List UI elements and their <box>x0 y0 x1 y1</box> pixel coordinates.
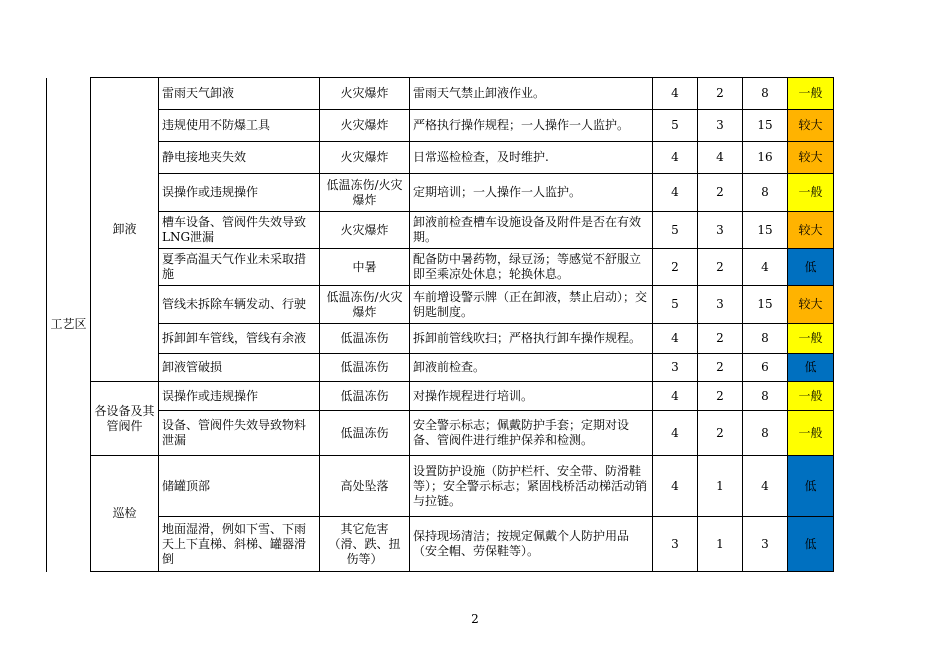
likelihood-cell: 4 <box>653 382 698 411</box>
likelihood-cell: 5 <box>653 212 698 249</box>
severity-cell: 1 <box>698 456 743 517</box>
measure-cell: 安全警示标志；佩戴防护手套；定期对设备、管阀件进行维护保养和检测。 <box>410 411 653 456</box>
risk-value-cell: 15 <box>743 286 788 324</box>
likelihood-cell: 4 <box>653 174 698 212</box>
risk-item-cell: 卸液管破损 <box>159 354 320 382</box>
risk-level-cell: 较大 <box>788 212 834 249</box>
measure-cell: 拆卸前管线吹扫；严格执行卸车操作规程。 <box>410 324 653 354</box>
risk-value-cell: 4 <box>743 456 788 517</box>
risk-item-cell: 误操作或违规操作 <box>159 174 320 212</box>
risk-value-cell: 4 <box>743 249 788 286</box>
risk-item-cell: 误操作或违规操作 <box>159 382 320 411</box>
risk-item-cell: 雷雨天气卸液 <box>159 78 320 110</box>
risk-level-cell: 一般 <box>788 324 834 354</box>
severity-cell: 2 <box>698 382 743 411</box>
hazard-cell: 其它危害（滑、跌、扭伤等） <box>320 517 410 572</box>
risk-item-cell: 槽车设备、管阀件失效导致LNG泄漏 <box>159 212 320 249</box>
risk-level-cell: 低 <box>788 249 834 286</box>
likelihood-cell: 3 <box>653 354 698 382</box>
likelihood-cell: 4 <box>653 456 698 517</box>
risk-item-cell: 违规使用不防爆工具 <box>159 110 320 142</box>
hazard-cell: 低温冻伤 <box>320 382 410 411</box>
risk-value-cell: 8 <box>743 78 788 110</box>
risk-level-cell: 一般 <box>788 411 834 456</box>
risk-value-cell: 16 <box>743 142 788 174</box>
risk-value-cell: 15 <box>743 212 788 249</box>
risk-level-cell: 低 <box>788 354 834 382</box>
section-cell: 各设备及其管阀件 <box>91 382 159 456</box>
risk-value-cell: 15 <box>743 110 788 142</box>
risk-value-cell: 3 <box>743 517 788 572</box>
risk-item-cell: 设备、管阀件失效导致物料泄漏 <box>159 411 320 456</box>
hazard-cell: 低温冻伤/火灾爆炸 <box>320 174 410 212</box>
area-cell: 工艺区 <box>47 78 91 572</box>
page-number: 2 <box>471 612 479 626</box>
risk-level-cell: 较大 <box>788 110 834 142</box>
risk-table <box>46 77 834 572</box>
risk-value-cell: 8 <box>743 411 788 456</box>
hazard-cell: 火灾爆炸 <box>320 212 410 249</box>
measure-cell: 车前增设警示牌（正在卸液，禁止启动）；交钥匙制度。 <box>410 286 653 324</box>
hazard-cell: 低温冻伤/火灾爆炸 <box>320 286 410 324</box>
risk-item-cell: 地面湿滑，例如下雪、下雨天上下直梯、斜梯、罐器滑倒 <box>159 517 320 572</box>
hazard-cell: 低温冻伤 <box>320 411 410 456</box>
severity-cell: 3 <box>698 110 743 142</box>
table-row <box>47 212 834 249</box>
measure-cell: 保持现场清洁；按规定佩戴个人防护用品（安全帽、劳保鞋等）。 <box>410 517 653 572</box>
table-row <box>47 517 834 572</box>
severity-cell: 4 <box>698 142 743 174</box>
risk-value-cell: 8 <box>743 382 788 411</box>
risk-item-cell: 静电接地夹失效 <box>159 142 320 174</box>
table-row <box>47 249 834 286</box>
likelihood-cell: 2 <box>653 249 698 286</box>
measure-cell: 定期培训；一人操作一人监护。 <box>410 174 653 212</box>
table-row <box>47 411 834 456</box>
measure-cell: 对操作规程进行培训。 <box>410 382 653 411</box>
likelihood-cell: 3 <box>653 517 698 572</box>
table-row <box>47 382 834 411</box>
risk-level-cell: 一般 <box>788 78 834 110</box>
severity-cell: 2 <box>698 249 743 286</box>
risk-value-cell: 8 <box>743 324 788 354</box>
hazard-cell: 火灾爆炸 <box>320 142 410 174</box>
severity-cell: 2 <box>698 78 743 110</box>
table-row <box>47 456 834 517</box>
hazard-cell: 火灾爆炸 <box>320 78 410 110</box>
measure-cell: 日常巡检检查，及时维护. <box>410 142 653 174</box>
hazard-cell: 高处坠落 <box>320 456 410 517</box>
risk-item-cell: 拆卸卸车管线，管线有余液 <box>159 324 320 354</box>
measure-cell: 卸液前检查槽车设施设备及附件是否在有效期。 <box>410 212 653 249</box>
table-row <box>47 174 834 212</box>
hazard-cell: 中暑 <box>320 249 410 286</box>
table-row <box>47 78 834 110</box>
severity-cell: 3 <box>698 286 743 324</box>
risk-level-cell: 一般 <box>788 174 834 212</box>
risk-item-cell: 储罐顶部 <box>159 456 320 517</box>
measure-cell: 雷雨天气禁止卸液作业。 <box>410 78 653 110</box>
risk-level-cell: 较大 <box>788 286 834 324</box>
risk-item-cell: 夏季高温天气作业未采取措施 <box>159 249 320 286</box>
likelihood-cell: 4 <box>653 78 698 110</box>
hazard-cell: 低温冻伤 <box>320 354 410 382</box>
measure-cell: 卸液前检查。 <box>410 354 653 382</box>
severity-cell: 2 <box>698 324 743 354</box>
risk-level-cell: 低 <box>788 456 834 517</box>
hazard-cell: 火灾爆炸 <box>320 110 410 142</box>
section-cell: 巡检 <box>91 456 159 572</box>
severity-cell: 2 <box>698 174 743 212</box>
table-row <box>47 354 834 382</box>
severity-cell: 2 <box>698 354 743 382</box>
likelihood-cell: 5 <box>653 286 698 324</box>
likelihood-cell: 4 <box>653 324 698 354</box>
risk-value-cell: 8 <box>743 174 788 212</box>
hazard-cell: 低温冻伤 <box>320 324 410 354</box>
table-row <box>47 142 834 174</box>
section-cell: 卸液 <box>91 78 159 382</box>
measure-cell: 严格执行操作规程；一人操作一人监护。 <box>410 110 653 142</box>
table-row <box>47 110 834 142</box>
measure-cell: 配备防中暑药物，绿豆汤；等感觉不舒服立即至乘凉处休息；轮换休息。 <box>410 249 653 286</box>
severity-cell: 2 <box>698 411 743 456</box>
risk-level-cell: 较大 <box>788 142 834 174</box>
severity-cell: 1 <box>698 517 743 572</box>
likelihood-cell: 4 <box>653 411 698 456</box>
risk-item-cell: 管线未拆除车辆发动、行驶 <box>159 286 320 324</box>
likelihood-cell: 5 <box>653 110 698 142</box>
risk-level-cell: 一般 <box>788 382 834 411</box>
risk-level-cell: 低 <box>788 517 834 572</box>
severity-cell: 3 <box>698 212 743 249</box>
table-row <box>47 286 834 324</box>
table-row <box>47 324 834 354</box>
measure-cell: 设置防护设施（防护栏杆、安全带、防滑鞋等）；安全警示标志；紧固栈桥活动梯活动销与拉链。 <box>410 456 653 517</box>
likelihood-cell: 4 <box>653 142 698 174</box>
risk-value-cell: 6 <box>743 354 788 382</box>
